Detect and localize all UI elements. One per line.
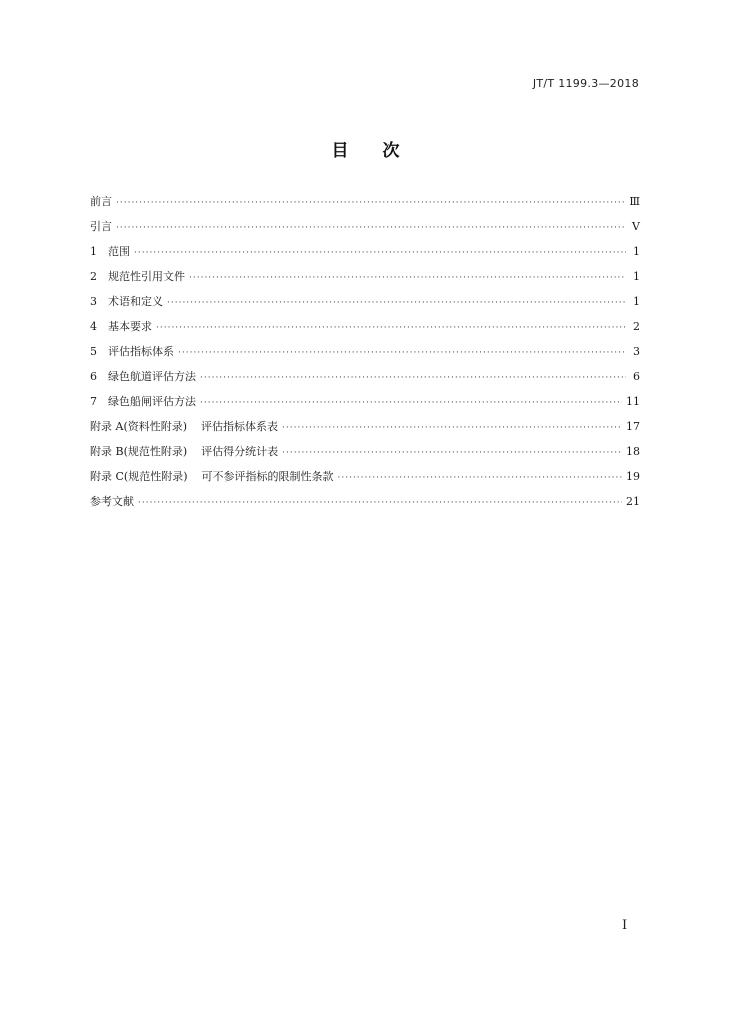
toc-entry-number: 5 — [90, 345, 97, 358]
toc-entry-page: 21 — [626, 495, 640, 508]
toc-entry-number: 1 — [90, 245, 97, 258]
toc-entry-title: 附录 B(规范性附录) — [90, 445, 188, 458]
toc-entry-page: 1 — [633, 270, 640, 283]
toc-entry-title: 评估指标体系 — [108, 345, 174, 358]
toc-heading-left: 目 — [331, 141, 349, 161]
toc-leader-dots — [338, 470, 623, 487]
toc-entry-waterway-evaluation[interactable] — [90, 368, 640, 393]
toc-entry-title: 绿色航道评估方法 — [108, 370, 196, 383]
toc-leader-dots — [178, 345, 626, 362]
toc-entry-page: 17 — [626, 420, 640, 433]
toc-entry-page: 3 — [633, 345, 640, 358]
toc-entry-page: Ⅲ — [629, 195, 640, 208]
toc-entry-introduction[interactable] — [90, 218, 640, 243]
toc-entry-number: 2 — [90, 270, 97, 283]
toc-entry-normative-references[interactable] — [90, 268, 640, 293]
toc-leader-dots — [200, 370, 626, 387]
toc-heading-right: 次 — [382, 141, 400, 161]
toc-entry-title: 规范性引用文件 — [108, 270, 185, 283]
toc-entry-annex-c[interactable] — [90, 468, 640, 493]
toc-entry-evaluation-index-system[interactable] — [90, 343, 640, 368]
standard-code: JT/T 1199.3—2018 — [532, 77, 639, 90]
table-of-contents — [90, 193, 640, 518]
toc-leader-dots — [189, 270, 626, 287]
toc-entry-title: 术语和定义 — [108, 295, 163, 308]
toc-entry-title: 引言 — [90, 220, 112, 233]
toc-leader-dots — [282, 420, 622, 437]
toc-entry-subtitle: 可不参评指标的限制性条款 — [201, 470, 334, 483]
toc-entry-page: 2 — [633, 320, 640, 333]
toc-entry-number: 6 — [90, 370, 97, 383]
toc-leader-dots — [156, 320, 626, 337]
toc-leader-dots — [138, 495, 622, 512]
toc-entry-title: 附录 C(规范性附录) — [90, 470, 188, 483]
toc-entry-page: 6 — [633, 370, 640, 383]
toc-entry-scope[interactable] — [90, 243, 640, 268]
toc-leader-dots — [282, 445, 622, 462]
toc-entry-page: Ⅴ — [632, 220, 640, 233]
toc-entry-subtitle: 评估指标体系表 — [201, 420, 279, 433]
toc-entry-foreword[interactable] — [90, 193, 640, 218]
toc-entry-page: 18 — [626, 445, 640, 458]
toc-entry-title: 参考文献 — [90, 495, 134, 508]
toc-entry-shiplock-evaluation[interactable] — [90, 393, 640, 418]
toc-entry-page: 19 — [626, 470, 640, 483]
toc-entry-annex-a[interactable] — [90, 418, 640, 443]
toc-entry-number: 7 — [90, 395, 97, 408]
toc-leader-dots — [116, 195, 625, 212]
toc-leader-dots — [116, 220, 626, 237]
toc-entry-subtitle: 评估得分统计表 — [201, 445, 279, 458]
toc-entry-number: 3 — [90, 295, 97, 308]
toc-leader-dots — [200, 395, 622, 412]
toc-entry-terms-definitions[interactable] — [90, 293, 640, 318]
toc-entry-title: 绿色船闸评估方法 — [108, 395, 196, 408]
page-number: I — [622, 918, 628, 933]
toc-heading — [0, 136, 731, 161]
toc-entry-title: 基本要求 — [108, 320, 152, 333]
toc-leader-dots — [134, 245, 626, 262]
toc-entry-bibliography[interactable] — [90, 493, 640, 518]
toc-entry-page: 11 — [626, 395, 640, 408]
toc-entry-number: 4 — [90, 320, 97, 333]
toc-entry-page: 1 — [633, 295, 640, 308]
toc-entry-title: 范围 — [108, 245, 130, 258]
toc-entry-page: 1 — [633, 245, 640, 258]
toc-entry-title: 附录 A(资料性附录) — [90, 420, 188, 433]
toc-entry-annex-b[interactable] — [90, 443, 640, 468]
toc-entry-title: 前言 — [90, 195, 112, 208]
toc-entry-basic-requirements[interactable] — [90, 318, 640, 343]
toc-leader-dots — [167, 295, 626, 312]
